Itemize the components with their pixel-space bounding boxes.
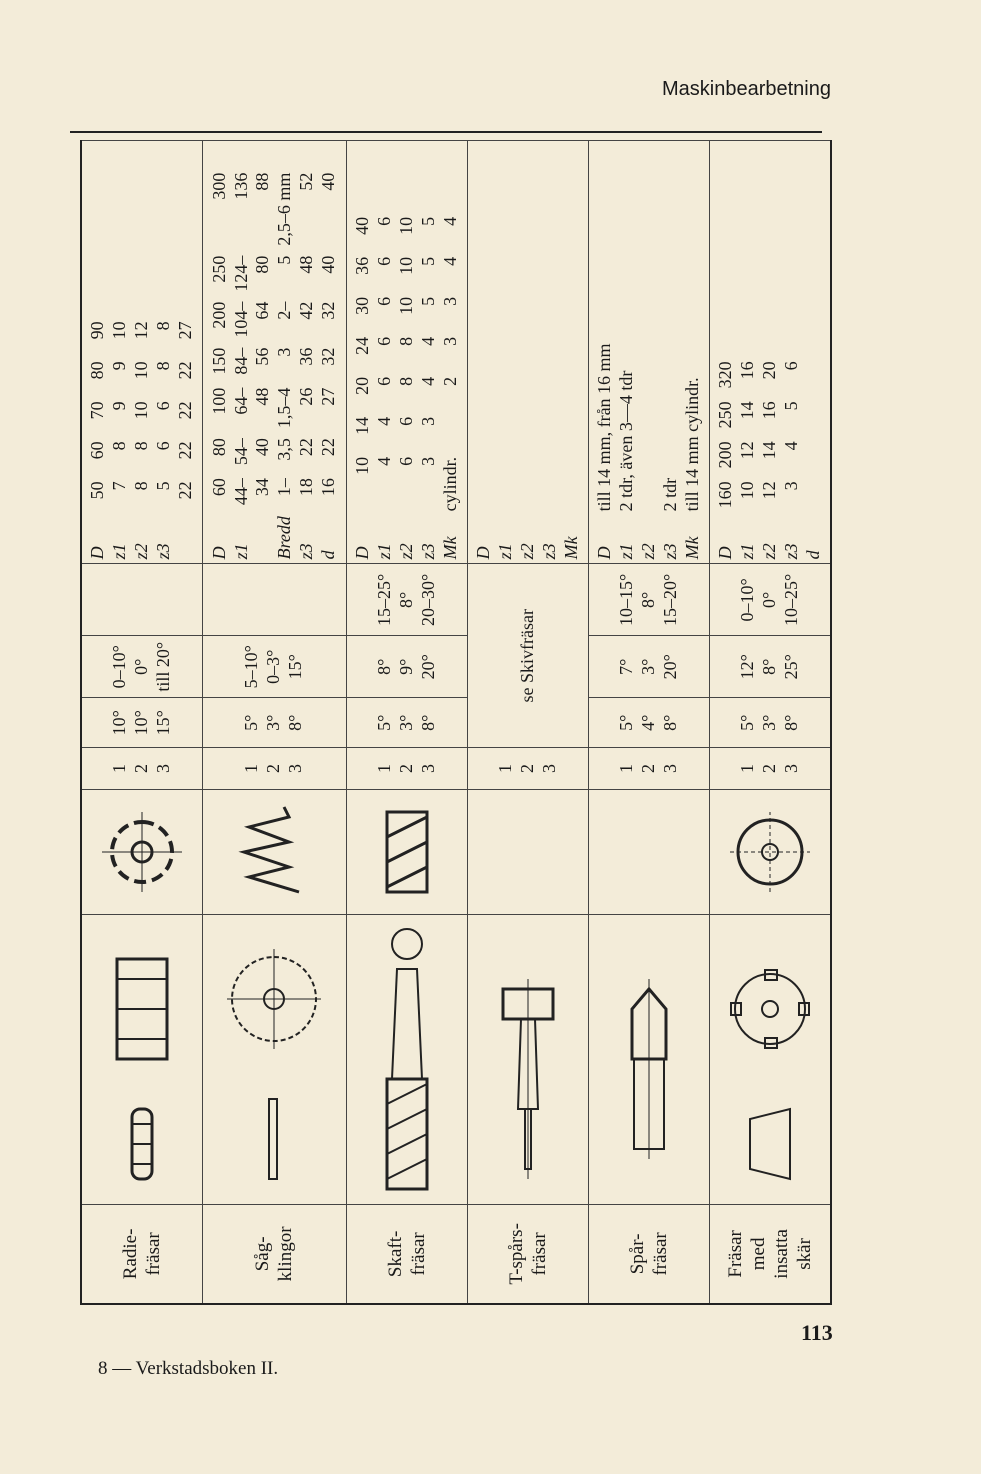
table-row	[346, 141, 467, 1305]
spec-cell: D z1 Bredd z3 d 60 44– 34 1– 18 16 80 54– 40 3,5 22 22 100 64– 48 1,5–4 26 27 150 84– 56 3 36 32 200 104– 64 2– 42 32 250 124– 80 5 48 40 300 136 88 2,5–6 mm 52 40	[202, 141, 346, 564]
cutter-drawing	[202, 914, 346, 1204]
cutter-name: Spår- fräsar	[588, 1204, 709, 1304]
cutter-section	[709, 789, 831, 914]
footer-text: 8 — Verkstadsboken II.	[98, 1358, 279, 1379]
inserted-blade-cutter-drawing	[715, 929, 825, 1189]
angle-c	[202, 564, 346, 636]
type-number: 1 2 3	[468, 748, 589, 790]
t-slot-cutter-drawing	[483, 929, 573, 1189]
angle-b: 8° 9° 20°	[346, 636, 467, 698]
cutter-section	[468, 789, 589, 914]
angle-b: 0–10° 0° till 20°	[81, 636, 202, 698]
type-number: 1 2 3	[588, 748, 709, 790]
type-number: 1 2 3	[709, 748, 831, 790]
end-mill-drawing	[352, 919, 462, 1199]
table-row	[202, 141, 346, 1305]
cutter-drawing	[588, 914, 709, 1204]
spec-cell: D z1 z2 z3 Mk	[468, 141, 589, 564]
spec-cell: D z1 z2 z3 Mk 10 4 6 3 cylindr. 14 4 6 3 20 6 8 4 2 24 6 8 4 3 30 6 10 5 3 36 6 10 5 4 40 6 10 5 4	[346, 141, 467, 564]
angle-c: 0–10° 0° 10–25°	[709, 564, 831, 636]
angle-b: 5–10° 0–3° 15°	[202, 636, 346, 698]
type-number: 1 2 3	[202, 748, 346, 790]
table-row	[709, 141, 831, 1305]
cutter-section	[202, 789, 346, 914]
cutter-section	[81, 789, 202, 914]
cutter-name: Radie- fräsar	[81, 1204, 202, 1304]
page-number: 113	[801, 1320, 833, 1345]
table-row	[588, 141, 709, 1305]
type-number: 1 2 3	[81, 748, 202, 790]
header-rule	[70, 131, 822, 133]
type-number: 1 2 3	[346, 748, 467, 790]
angle-a: 5° 3° 8°	[202, 698, 346, 748]
helical-flutes-icon	[367, 802, 447, 902]
cutter-name: Fräsar med insatta skär	[709, 1204, 831, 1304]
angle-a: 5° 4° 8°	[588, 698, 709, 748]
spec-cell: D z1 z2 z3 Mk till 14 mm, från 16 mm 2 tdr, även 3—4 tdr 2 tdr till 14 mm cylindr.	[588, 141, 709, 564]
cutter-name: Såg- klingor	[202, 1204, 346, 1304]
radius-cutter-drawing	[97, 929, 187, 1189]
angle-a: 10° 10° 15°	[81, 698, 202, 748]
spec-cell: D z1 z2 z3 50 7 8 5 22 60 8 8 6 22 70 9 10 6 22 80 9 10 8 22 90 10 12 8 27	[81, 141, 202, 564]
cutter-name: T-spårs- fräsar	[468, 1204, 589, 1304]
cutter-section	[346, 789, 467, 914]
reference-note: se Skivfräsar	[468, 564, 589, 748]
cutter-section	[588, 789, 709, 914]
angle-b: 7° 3° 20°	[588, 636, 709, 698]
angle-c	[81, 564, 202, 636]
gear-cutter-icon	[97, 807, 187, 897]
angle-a: 5° 3° 8°	[346, 698, 467, 748]
angle-c: 10–15° 8° 15–20°	[588, 564, 709, 636]
running-header: Maskinbearbetning	[662, 78, 831, 100]
angle-c: 15–25° 8° 20–30°	[346, 564, 467, 636]
slot-drill-drawing	[604, 929, 694, 1189]
inserted-blade-disc-icon	[725, 807, 815, 897]
milling-cutter-table	[80, 140, 832, 1305]
saw-blade-drawing	[219, 929, 329, 1189]
saw-teeth-icon	[229, 802, 319, 902]
cutter-drawing	[81, 914, 202, 1204]
cutter-drawing	[709, 914, 831, 1204]
cutter-drawing	[346, 914, 467, 1204]
spec-cell: D z1 z2 z3 d 160 10 12 3 200 12 14 4 250 14 16 5 320 16 20 6	[709, 141, 831, 564]
angle-b: 12° 8° 25°	[709, 636, 831, 698]
cutter-name: Skaft- fräsar	[346, 1204, 467, 1304]
cutter-drawing	[468, 914, 589, 1204]
table-row	[468, 141, 589, 1305]
angle-a: 5° 3° 8°	[709, 698, 831, 748]
table-row	[81, 141, 202, 1305]
